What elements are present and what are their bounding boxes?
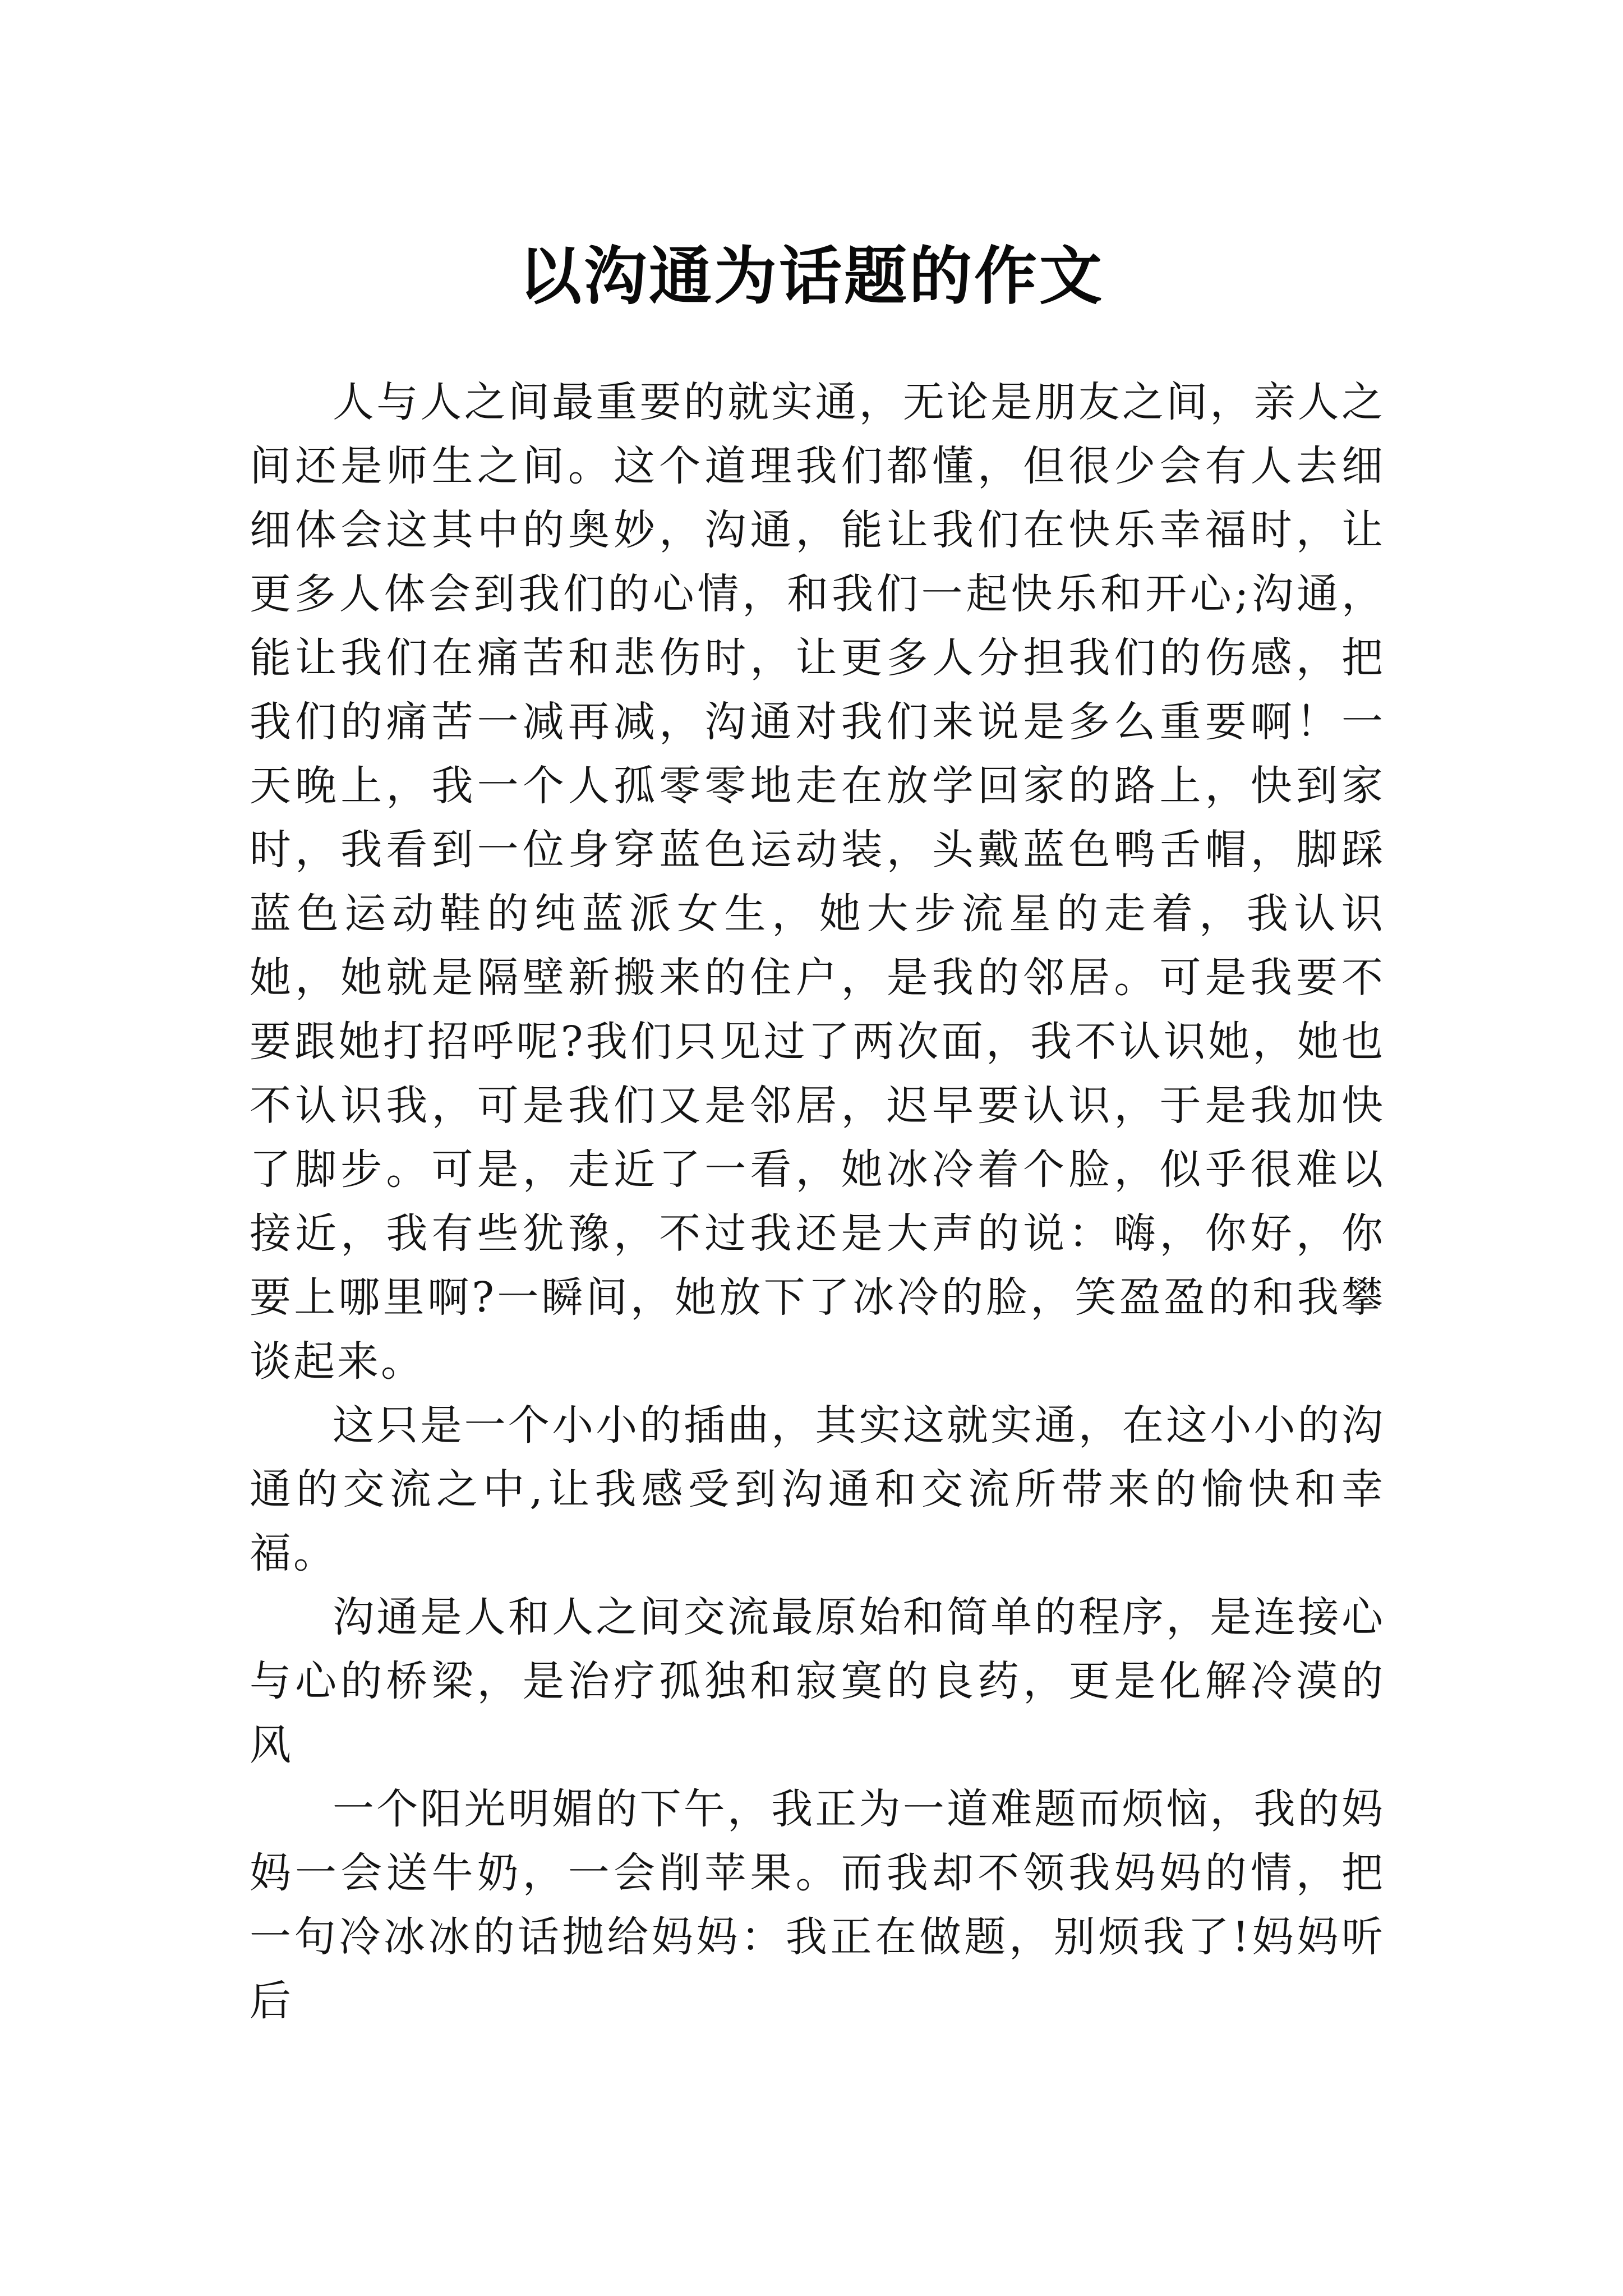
paragraph: 这只是一个小小的插曲，其实这就实通，在这小小的沟通的交流之中,让我感受到沟通和交流所带来的愉快和幸福。 [250, 1401, 1385, 1577]
paragraph: 一个阳光明媚的下午，我正为一道难题而烦恼，我的妈妈一会送牛奶，一会削苹果。而我却不领我妈妈的情，把一句冷冰冰的话抛给妈妈：我正在做题，别烦我了!妈妈听后 [250, 1785, 1385, 2025]
paragraph: 人与人之间最重要的就实通，无论是朋友之间，亲人之间还是师生之间。这个道理我们都懂，但很少会有人去细细体会这其中的奥妙，沟通，能让我们在快乐幸福时，让更多人体会到我们的心情，和我们一起快乐和开心;沟通，能让我们在痛苦和悲伤时，让更多人分担我们的伤感，把我们的痛苦一减再减，沟通对我们来说是多么重要啊！一天晚上，我一个人孤零零地走在放学回家的路上，快到家时，我看到一位身穿蓝色运动装，头戴蓝色鸭舌帽，脚踩蓝色运动鞋的纯蓝派女生，她大步流星的走着，我认识她，她就是隔壁新搬来的住户，是我的邻居。可是我要不要跟她打招呼呢?我们只见过了两次面，我不认识她，她也不认识我，可是我们又是邻居，迟早要认识，于是我加快了脚步。可是，走近了一看，她冰冷着个脸，似乎很难以接近，我有些犹豫，不过我还是大声的说：嗨，你好，你要上哪里啊?一瞬间，她放下了冰冷的脸，笑盈盈的和我攀谈起来。 [250, 378, 1385, 1386]
essay-body [250, 370, 1385, 2033]
paragraph: 沟通是人和人之间交流最原始和简单的程序，是连接心与心的桥梁，是治疗孤独和寂寞的良药，更是化解冷漠的风 [250, 1593, 1385, 1769]
document-title: 以沟通为话题的作文 [519, 240, 1104, 314]
